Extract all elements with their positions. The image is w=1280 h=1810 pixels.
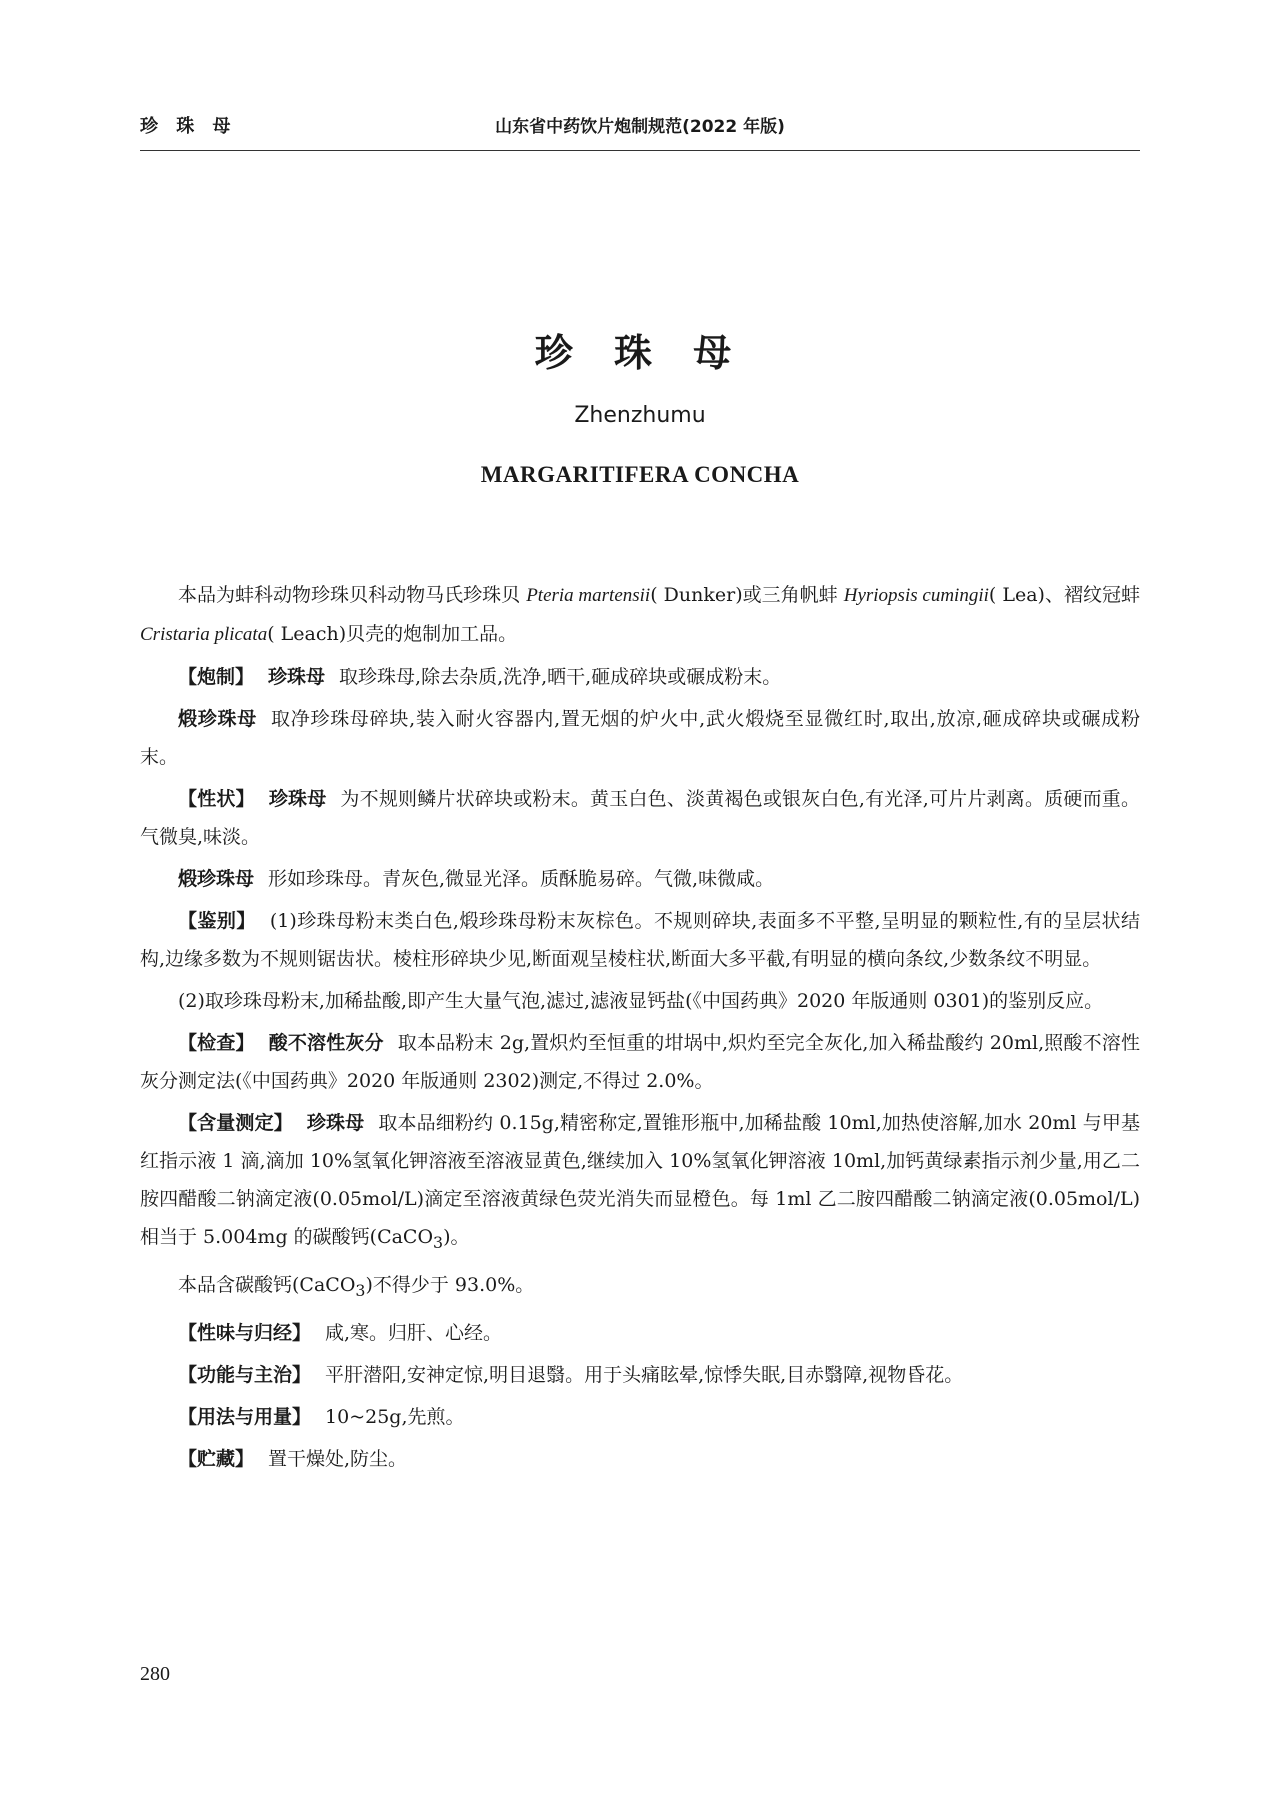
section-text: 取本品细粉约 0.15g,精密称定,置锥形瓶中,加稀盐酸 10ml,加热使溶解,加水 20ml 与甲基红指示液 1 滴,滴加 10%氢氧化钾溶液至溶液显黄色,继续加入 10%氢氧化钾溶液 10ml,加钙黄绿素指示剂少量,用乙二胺四醋酸二钠滴定液(0.05mol/L)滴定至溶液黄绿色荧光消失而显橙色。每 1ml 乙二胺四醋酸二钠滴定液(0.05mol/L)相当于 5.004mg 的碳酸钙(CaCO [140,1112,1140,1248]
section-text: 取珍珠母,除去杂质,洗净,晒干,砸成碎块或碾成粉末。 [339,666,782,688]
storage-paragraph [140,1440,1140,1478]
species-name: Cristaria plicata [140,624,268,645]
page-number: 280 [140,1663,170,1685]
assay-limit-paragraph [140,1266,1140,1310]
section-text: 10~25g,先煎。 [325,1405,465,1428]
usage-paragraph [140,1398,1140,1436]
header-divider [140,150,1140,151]
section-text: 平肝潜阳,安神定惊,明目退翳。用于头痛眩晕,惊悸失眠,目赤翳障,视物昏花。 [325,1363,964,1386]
identification-paragraph [140,902,1140,978]
processing-paragraph [140,658,1140,696]
species-name: Hyriopsis cumingii [843,585,989,606]
identification-paragraph-2 [140,982,1140,1020]
section-text: 取净珍珠母碎块,装入耐火容器内,置无烟的炉火中,武火煅烧至显微红时,取出,放凉,砸成碎块或碾成粉末。 [140,708,1140,768]
latin-name: MARGARITIFERA CONCHA [480,462,800,487]
page-title: 珍 珠 母 [534,331,746,375]
section-text: )不得少于 93.0%。 [365,1273,535,1296]
intro-text: ( Lea)、褶纹冠蚌 [988,584,1140,606]
intro-text: 本品为蚌科动物珍珠贝科动物马氏珍珠贝 [178,584,527,606]
subscript: 3 [355,1280,366,1300]
assay-paragraph [140,1104,1140,1262]
section-text: 本品含碳酸钙(CaCO [178,1273,356,1296]
subheading: 珍珠母 [268,666,326,688]
running-header-title: 珍 珠 母 [140,116,237,137]
section-text: (1)珍珠母粉末类白色,煅珍珠母粉末灰棕色。不规则碎块,表面多不平整,呈明显的颗粒性,有的呈层状结构,边缘多数为不规则锯齿状。棱柱形碎块少见,断面观呈棱柱状,断面大多平截,有明显的横向条纹,少数条纹不明显。 [140,910,1140,970]
section-label-assay: 【含量测定】 [178,1112,293,1134]
section-label-usage: 【用法与用量】 [178,1405,312,1428]
section-label-inspection: 【检查】 [178,1032,255,1054]
section-label-nature: 【性味与归经】 [178,1321,312,1344]
processing-paragraph-calcined [140,700,1140,776]
description-paragraph [140,780,1140,856]
intro-paragraph [140,576,1140,654]
subheading: 珍珠母 [306,1112,365,1134]
section-text: )。 [443,1226,470,1248]
functions-paragraph [140,1356,1140,1394]
subheading: 煅珍珠母 [178,708,257,730]
section-text: 为不规则鳞片状碎块或粉末。黄玉白色、淡黄褐色或银灰白色,有光泽,可片片剥离。质硬而重。气微臭,味淡。 [140,788,1140,848]
section-label-identification: 【鉴别】 [178,910,256,932]
monograph-body [140,576,1140,1482]
section-text: 形如珍珠母。青灰色,微显光泽。质酥脆易碎。气微,味微咸。 [268,868,775,890]
section-label-functions: 【功能与主治】 [178,1363,312,1386]
subheading: 酸不溶性灰分 [268,1032,384,1054]
section-text: 取本品粉末 2g,置炽灼至恒重的坩埚中,炽灼至完全灰化,加入稀盐酸约 20ml,照酸不溶性灰分测定法(《中国药典》2020 年版通则 2302)测定,不得过 2.0%。 [140,1032,1140,1092]
species-name: Pteria martensii [526,585,651,606]
subheading: 煅珍珠母 [178,868,255,890]
inspection-paragraph [140,1024,1140,1100]
section-text: 置干燥处,防尘。 [268,1447,408,1470]
pinyin-name: Zhenzhumu [574,403,706,428]
intro-text: ( Dunker)或三角帆蚌 [650,584,844,606]
section-label-processing: 【炮制】 [178,666,255,688]
running-header-book-title: 山东省中药饮片炮制规范(2022 年版) [495,117,785,137]
intro-text: ( Leach)贝壳的炮制加工品。 [267,623,518,645]
subscript: 3 [433,1232,444,1252]
section-label-description: 【性状】 [178,788,255,810]
section-label-storage: 【贮藏】 [178,1447,255,1470]
section-text: 咸,寒。归肝、心经。 [325,1321,503,1344]
description-paragraph-calcined [140,860,1140,898]
nature-paragraph [140,1314,1140,1352]
section-text: (2)取珍珠母粉末,加稀盐酸,即产生大量气泡,滤过,滤液显钙盐(《中国药典》2020 年版通则 0301)的鉴别反应。 [178,990,1104,1012]
subheading: 珍珠母 [268,788,327,810]
